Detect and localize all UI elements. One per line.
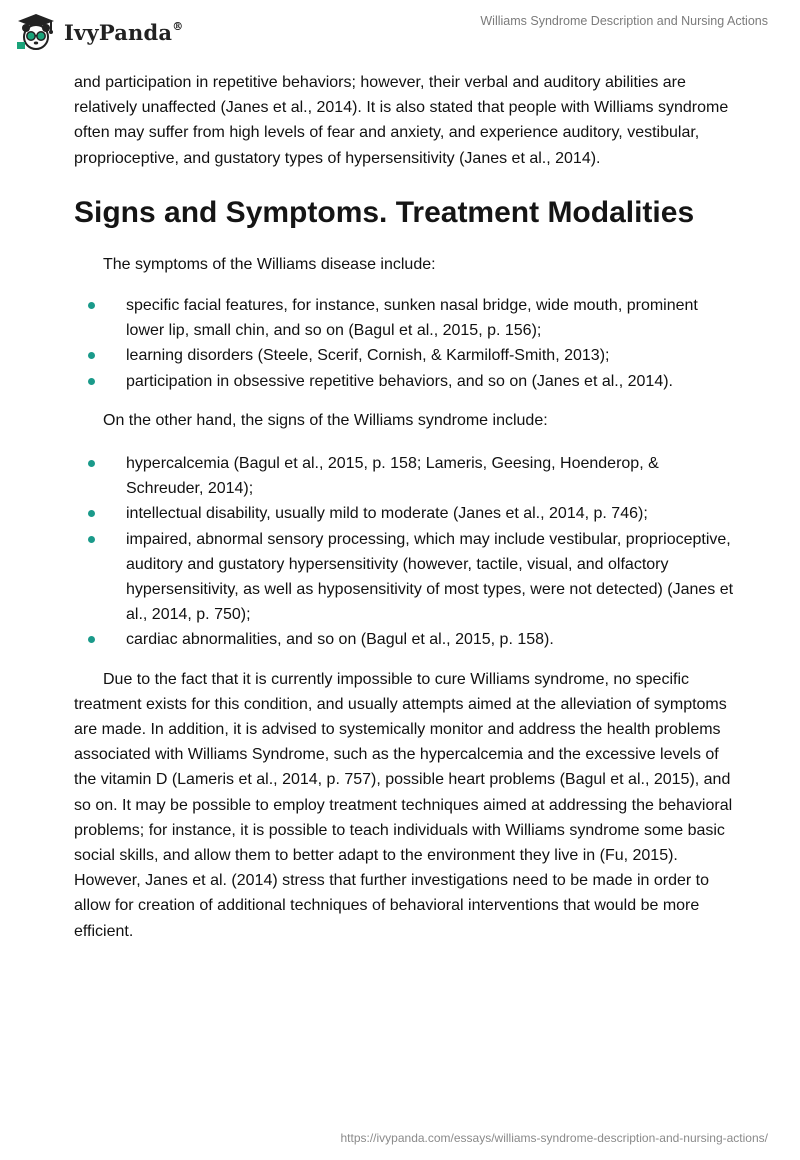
bullet-icon: [88, 636, 95, 643]
intro-paragraph: and participation in repetitive behaviors; however, their verbal and auditory abilities are relatively unaffected (Janes et al., 2014). It is also stated that people with Williams syndrome often may suffer from high levels of fear and anxiety, and experience auditory, vestibular, proprioceptive, and gustatory types of hypersensitivity (Janes et al., 2014).: [74, 74, 729, 167]
list-item: intellectual disability, usually mild to moderate (Janes et al., 2014, p. 746);: [74, 501, 734, 526]
bullet-icon: [88, 352, 95, 359]
article-body: [74, 70, 734, 944]
signs-intro: On the other hand, the signs of the Williams syndrome include:: [103, 411, 548, 429]
section-heading: Signs and Symptoms. Treatment Modalities: [74, 195, 695, 229]
list-item: learning disorders (Steele, Scerif, Cornish, & Karmiloff-Smith, 2013);: [74, 343, 734, 368]
logo[interactable]: [14, 12, 183, 52]
symptoms-intro: The symptoms of the Williams disease include:: [103, 255, 436, 273]
bullet-icon: [88, 460, 95, 467]
list-item: impaired, abnormal sensory processing, which may include vestibular, proprioceptive, auditory and gustatory hypersensitivity (however, tactile, visual, and olfactory hypersensitivity, as well as hyposensitivity of most types, were not detected) (Janes et al., 2014, p. 750);: [74, 527, 734, 628]
bullet-icon: [88, 536, 95, 543]
logo-text: IvyPanda®: [64, 19, 184, 45]
signs-list: [74, 451, 734, 653]
bullet-icon: [88, 510, 95, 517]
panda-logo-icon: [14, 12, 58, 52]
bullet-icon: [88, 302, 95, 309]
list-item: specific facial features, for instance, sunken nasal bridge, wide mouth, prominent lower lip, small chin, and so on (Bagul et al., 2015, p. 156);: [74, 293, 734, 343]
bullet-icon: [88, 378, 95, 385]
list-item: participation in obsessive repetitive behaviors, and so on (Janes et al., 2014).: [74, 369, 734, 394]
page-header: [0, 0, 800, 60]
source-url-link[interactable]: https://ivypanda.com/essays/williams-syndrome-description-and-nursing-actions/: [340, 1131, 768, 1145]
list-item: hypercalcemia (Bagul et al., 2015, p. 158; Lameris, Geesing, Hoenderop, & Schreuder, 2014);: [74, 451, 734, 501]
list-item: cardiac abnormalities, and so on (Bagul et al., 2015, p. 158).: [74, 627, 734, 652]
document-title: Williams Syndrome Description and Nursing Actions: [480, 14, 768, 28]
symptoms-list: [74, 293, 734, 394]
treatment-paragraph: Due to the fact that it is currently impossible to cure Williams syndrome, no specific treatment exists for this condition, and usually attempts aimed at the alleviation of symptoms are made. In addition, it is advised to systemically monitor and address the health problems associated with Williams Syndrome, such as the hypercalcemia and the excessive levels of the vitamin D (Lameris et al., 2014, p. 757), possible heart problems (Bagul et al., 2015), and so on. It may be possible to employ treatment techniques aimed at addressing the behavioral problems; for instance, it is possible to teach individuals with Williams syndrome some basic social skills, and allow them to better adapt to the environment they live in (Fu, 2015). However, Janes et al. (2014) stress that further investigations need to be made in order to allow for creation of additional techniques of behavioral interventions that would be more efficient.: [74, 670, 733, 940]
